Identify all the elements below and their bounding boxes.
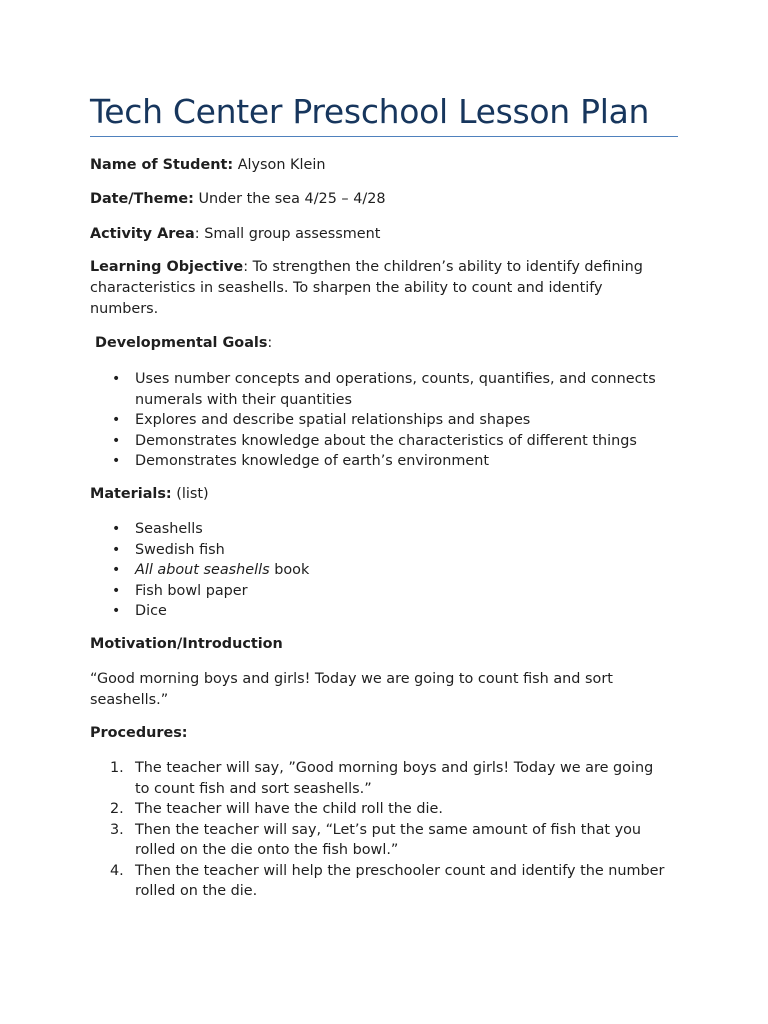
activity-area-value: : Small group assessment <box>194 226 381 242</box>
step-text: Then the teacher will say, “Let’s put the same amount of fish that you rolled on the die onto the fish bowl.” <box>135 821 642 858</box>
learning-objective-label: Learning Objective <box>90 259 244 275</box>
list-item <box>90 369 670 410</box>
list-item <box>90 861 670 902</box>
student-name-line <box>90 155 670 176</box>
book-suffix: book <box>269 562 310 578</box>
step-number: 1. <box>110 760 124 776</box>
materials-label: Materials: <box>90 486 172 502</box>
material-text: Seashells <box>135 521 203 537</box>
developmental-goals-heading <box>95 333 675 354</box>
step-text: The teacher will say, ”Good morning boys and girls! Today we are going to count fish and sort seashells.” <box>135 760 654 797</box>
step-text: The teacher will have the child roll the die. <box>135 801 443 817</box>
procedures-list <box>90 758 670 902</box>
goal-text: Uses number concepts and operations, counts, quantifies, and connects numerals with their quantities <box>135 371 656 408</box>
learning-objective-paragraph <box>90 257 670 320</box>
student-name-value: Alyson Klein <box>237 157 326 173</box>
material-text: Swedish fish <box>135 541 225 558</box>
developmental-goals-label: Developmental Goals <box>95 335 268 351</box>
motivation-heading <box>90 634 670 655</box>
material-text: Fish bowl paper <box>135 582 248 599</box>
list-item <box>90 519 670 540</box>
motivation-text: “Good morning boys and girls! Today we are going to count fish and sort seashells.” <box>90 671 613 708</box>
materials-heading <box>90 484 670 505</box>
list-item <box>90 410 670 431</box>
step-number: 4. <box>110 862 124 879</box>
procedures-heading <box>90 723 670 744</box>
list-item <box>90 431 670 452</box>
material-text: Dice <box>135 603 167 619</box>
activity-area-line <box>90 224 670 245</box>
activity-area-label: Activity Area <box>90 226 195 242</box>
date-theme-value: Under the sea 4/25 – 4/28 <box>198 191 386 207</box>
procedures-label: Procedures: <box>90 725 188 741</box>
materials-note: (list) <box>176 486 209 502</box>
developmental-goals-colon: : <box>267 335 273 351</box>
goal-text: Explores and describe spatial relationships and shapes <box>135 412 531 428</box>
book-title: All about seashells <box>135 562 270 578</box>
learning-objective-text: : To strengthen the children’s ability to identify defining characteristics in seashells. To sharpen the ability to count and identify numbers. <box>90 259 643 317</box>
list-item <box>90 560 670 581</box>
list-item <box>90 581 670 602</box>
list-item <box>90 820 670 861</box>
list-item <box>90 540 670 561</box>
step-number: 3. <box>110 821 124 838</box>
date-theme-label: Date/Theme: <box>90 191 194 207</box>
date-theme-line <box>90 189 670 210</box>
goal-text: Demonstrates knowledge of earth’s environment <box>135 453 489 469</box>
step-number: 2. <box>110 801 124 817</box>
list-item <box>90 799 670 820</box>
document-title: Tech Center Preschool Lesson Plan <box>90 92 650 131</box>
developmental-goals-list <box>90 369 670 472</box>
title-underline <box>90 136 678 137</box>
goal-text: Demonstrates knowledge about the characteristics of different things <box>135 432 637 449</box>
student-name-label: Name of Student: <box>90 157 234 173</box>
step-text: Then the teacher will help the preschooler count and identify the number rolled on the die. <box>135 862 665 899</box>
motivation-label: Motivation/Introduction <box>90 636 283 652</box>
list-item <box>90 601 670 622</box>
list-item <box>90 451 670 472</box>
materials-list <box>90 519 670 622</box>
list-item <box>90 758 670 799</box>
